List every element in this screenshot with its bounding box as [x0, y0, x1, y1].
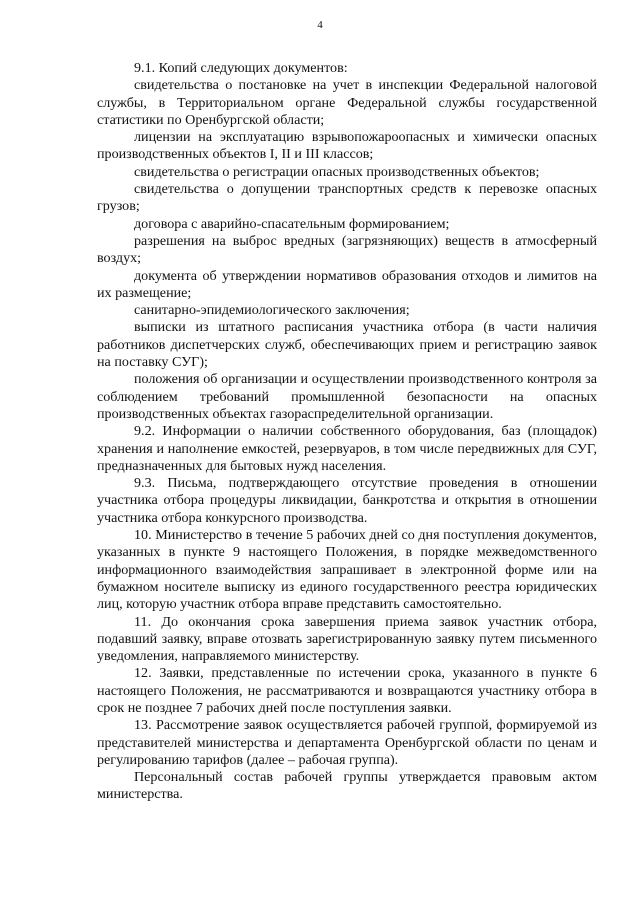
page-number: 4	[317, 19, 323, 31]
paragraph-working-group: Персональный состав рабочей группы утверждается правовым актом министерства.	[97, 769, 597, 803]
paragraph-hazard-registration: свидетельства о регистрации опасных производственных объектов;	[134, 163, 540, 180]
paragraph-transport-permit: свидетельства о допущении транспортных средств к перевозке опасных грузов;	[97, 181, 597, 215]
paragraph-10: 10. Министерство в течение 5 рабочих дней со дня поступления документов, указанных в пункте 9 настоящего Положения, в порядке межведомственного информационного взаимодействия запрашивает в электронной форме или на бумажном носителе выписку из единого государственного реестра юридических лиц, которую участник отбора вправе представить самостоятельно.	[97, 527, 597, 613]
paragraph-sanitary-conclusion: санитарно-эпидемиологического заключения;	[134, 302, 410, 319]
paragraph-production-control: положения об организации и осуществлении производственного контроля за соблюдением требований промышленной безопасности на опасных производственных объектах газораспределительной организации.	[97, 371, 597, 422]
paragraph-11: 11. До окончания срока завершения приема заявок участник отбора, подавший заявку, вправе отозвать зарегистрированную заявку путем письменного уведомления, направляемого министерству.	[97, 613, 597, 665]
paragraph-9-3: 9.3. Письма, подтверждающего отсутствие проведения в отношении участника отбора процедуры ликвидации, банкротства и открытия в отношении участника отбора конкурсного производства.	[97, 475, 597, 526]
paragraph-licenses: лицензии на эксплуатацию взрывопожароопасных и химически опасных производственных объектов I, II и III классов;	[97, 129, 597, 163]
document-body	[97, 60, 597, 804]
paragraph-9-2: 9.2. Информации о наличии собственного оборудования, баз (площадок) хранения и наполнение емкостей, резервуаров, в том числе передвижных для СУГ, предназначенных для бытовых нужд населения.	[97, 423, 597, 474]
paragraph-13: 13. Рассмотрение заявок осуществляется рабочей группой, формируемой из представителей министерства и департамента Оренбургской области по ценам и регулированию тарифов (далее – рабочая группа).	[97, 717, 597, 768]
paragraph-rescue-contract: договора с аварийно-спасательным формированием;	[134, 215, 450, 232]
paragraph-12: 12. Заявки, представленные по истечении срока, указанного в пункте 6 настоящего Положения, не рассматриваются и возвращаются участнику отбора в срок не позднее 7 рабочих дней после поступления заявки.	[97, 665, 597, 716]
paragraph-tax-registration: свидетельства о постановке на учет в инспекции Федеральной налоговой службы, в Территориальном органе Федеральной службы государственной статистики по Оренбургской области;	[97, 77, 597, 128]
paragraph-waste-norms: документа об утверждении нормативов образования отходов и лимитов на их размещение;	[97, 267, 597, 301]
paragraph-9-1-heading: 9.1. Копий следующих документов:	[134, 60, 348, 76]
paragraph-staff-schedule: выписки из штатного расписания участника отбора (в части наличия работников диспетчерских служб, обеспечивающих прием и регистрацию заявок на поставку СУГ);	[97, 319, 597, 371]
paragraph-emission-permit: разрешения на выброс вредных (загрязняющих) веществ в атмосферный воздух;	[97, 232, 597, 267]
